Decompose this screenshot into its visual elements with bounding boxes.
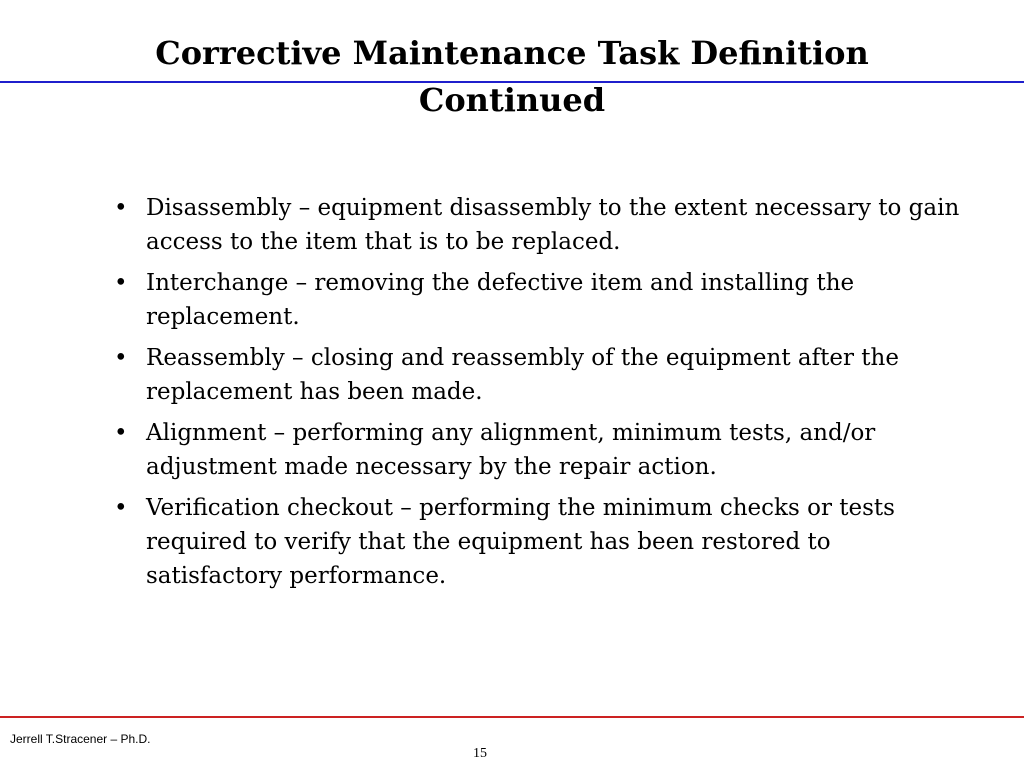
- bullet-list: [112, 191, 972, 600]
- bullet-item-disassembly: [112, 191, 972, 259]
- page-number: 15: [473, 746, 487, 761]
- bullet-item-verification: [112, 491, 972, 593]
- bullet-text: Verification checkout – performing the minimum checks or tests required to verify that the equipment has been restored to satisfactory performance.: [146, 495, 895, 589]
- footer-author: Jerrell T.Stracener – Ph.D.: [10, 732, 151, 746]
- bullet-text: Interchange – removing the defective item and installing the replacement.: [146, 270, 855, 330]
- slide-title-line-2: Continued: [418, 81, 606, 119]
- bullet-dot: •: [114, 195, 128, 221]
- bullet-dot: •: [114, 495, 128, 521]
- bullet-item-alignment: [112, 416, 972, 484]
- slide-title: [0, 30, 1024, 124]
- bullet-item-interchange: [112, 266, 972, 334]
- bullet-item-reassembly: [112, 341, 972, 409]
- footer-divider: [0, 716, 1024, 718]
- slide-title-line-1: Corrective Maintenance Task Definition: [155, 34, 869, 72]
- bullet-text: Reassembly – closing and reassembly of the equipment after the replacement has been made.: [146, 345, 899, 405]
- bullet-dot: •: [114, 345, 128, 371]
- bullet-text: Alignment – performing any alignment, minimum tests, and/or adjustment made necessary by the repair action.: [146, 420, 876, 480]
- bullet-dot: •: [114, 420, 128, 446]
- bullet-text: Disassembly – equipment disassembly to the extent necessary to gain access to the item that is to be replaced.: [146, 195, 960, 255]
- bullet-dot: •: [114, 270, 128, 296]
